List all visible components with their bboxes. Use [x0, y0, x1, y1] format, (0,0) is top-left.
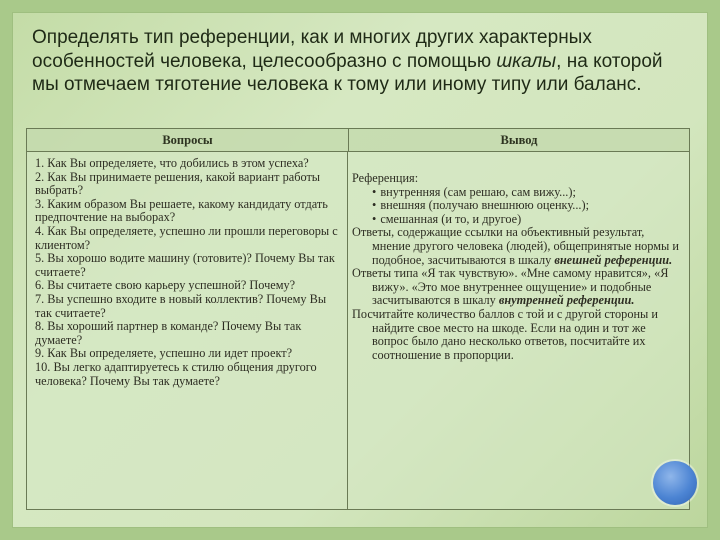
question-item: 3. Каким образом Вы решаете, какому кандидату отдать предпочтение на выборах? — [35, 196, 328, 225]
conclusion-title: Референция: — [352, 171, 419, 185]
table-body — [27, 152, 689, 509]
question-item: 5. Вы хорошо водите машину (готовите)? Почему Вы так считаете? — [35, 251, 335, 279]
question-item: 10. Вы легко адаптируетесь к стилю общения другого человека? Почему Вы так думаете? — [35, 359, 317, 388]
external-text: Ответы, содержащие ссылки на объективный результат, мнение другого человека (людей), общепринятые нормы и подобное, засчитываются в шкалу — [352, 225, 679, 267]
slide — [12, 12, 708, 528]
decorative-circle — [653, 461, 697, 505]
header-questions: Вопросы — [27, 129, 349, 151]
heading-emphasis: шкалы — [496, 50, 557, 72]
conclusion-bullet: • внешняя (получаю внешнюю оценку...); — [352, 199, 683, 213]
question-item: 6. Вы считаете свою карьеру успешной? Почему? — [35, 278, 296, 293]
conclusion-column — [348, 152, 689, 509]
count-paragraph: Посчитайте количество баллов с той и с другой стороны и найдите свое место на шкоде. Если на один и тот же вопрос было дано несколько ответов, посчитайте их соотношение в пропорции. — [352, 306, 658, 362]
header-conclusion: Вывод — [500, 133, 538, 147]
question-item: 9. Как Вы определяете, успешно ли идет проект? — [35, 346, 293, 361]
table-header — [27, 129, 689, 152]
referencing-table — [26, 128, 690, 510]
conclusion-bullet: • смешанная (и то, и другое) — [352, 213, 683, 227]
question-item: 7. Вы успешно входите в новый коллектив? Почему Вы так считаете? — [35, 291, 327, 320]
heading-text-before: Определять тип референции, как и многих других характерных особенностей человека, целесообразно с помощью — [32, 27, 592, 72]
heading-text-after: , на которой мы отмечаем тяготение человека к тому или иному типу или баланс. — [32, 50, 663, 95]
internal-reference-paragraph — [352, 267, 683, 308]
question-item: 1. Как Вы определяете, что добились в этом успеха? — [35, 156, 309, 170]
question-item: 2. Как Вы принимаете решения, какой вариант работы выбрать? — [35, 169, 321, 198]
internal-text: Ответы типа «Я так чувствую». «Мне самому нравится», «Я вижу». «Это мое внутреннее ощущение» и подобные засчитываются в шкалу — [352, 266, 669, 308]
slide-heading — [32, 26, 692, 97]
questions-column — [27, 152, 348, 509]
conclusion-bullet: • внутренняя (сам решаю, сам вижу...); — [352, 186, 683, 200]
external-label: внешней референции. — [554, 252, 673, 267]
internal-label: внутренней референции. — [498, 293, 635, 308]
question-item: 4. Как Вы определяете, успешно ли прошли переговоры с клиентом? — [35, 223, 338, 252]
question-item: 8. Вы хороший партнер в команде? Почему Вы так думаете? — [35, 319, 302, 347]
external-reference-paragraph — [352, 226, 683, 267]
